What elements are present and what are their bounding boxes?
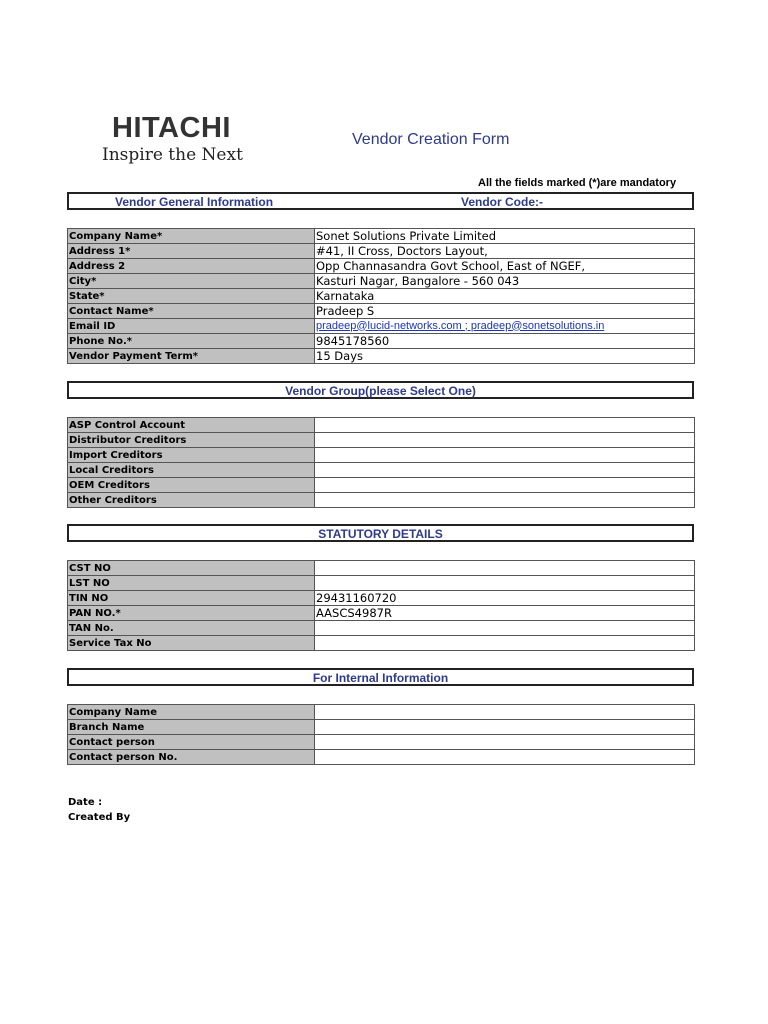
field-label: Company Name (68, 705, 315, 720)
mandatory-note: All the fields marked (*)are mandatory (478, 177, 677, 189)
field-label: Local Creditors (68, 463, 315, 478)
table-row (68, 606, 695, 621)
table-row (68, 735, 695, 750)
tan-no-field[interactable] (315, 621, 695, 636)
table-row (68, 334, 695, 349)
contact-name-field[interactable]: Pradeep S (315, 304, 695, 319)
vendor-group-table (67, 417, 695, 508)
field-label: Service Tax No (68, 636, 315, 651)
field-label: Contact person No. (68, 750, 315, 765)
table-row (68, 274, 695, 289)
table-row (68, 576, 695, 591)
field-label: City* (68, 274, 315, 289)
table-row (68, 621, 695, 636)
email-field[interactable]: pradeep@lucid-networks.com ; pradeep@sonetsolutions.in (315, 319, 695, 334)
hitachi-logo (102, 112, 292, 172)
internal-info-table (67, 704, 695, 765)
field-label: Other Creditors (68, 493, 315, 508)
table-row (68, 319, 695, 334)
oem-creditors-field[interactable] (315, 478, 695, 493)
contact-person-no-field[interactable] (315, 750, 695, 765)
table-row (68, 448, 695, 463)
field-label: LST NO (68, 576, 315, 591)
table-row (68, 720, 695, 735)
field-label: PAN NO.* (68, 606, 315, 621)
distributor-creditors-field[interactable] (315, 433, 695, 448)
table-row (68, 349, 695, 364)
table-row (68, 636, 695, 651)
cst-no-field[interactable] (315, 561, 695, 576)
field-label: Vendor Payment Term* (68, 349, 315, 364)
field-label: Contact Name* (68, 304, 315, 319)
pan-no-field[interactable]: AASCS4987R (315, 606, 695, 621)
address2-field[interactable]: Opp Channasandra Govt School, East of NGEF, (315, 259, 695, 274)
statutory-table (67, 560, 695, 651)
table-row (68, 229, 695, 244)
city-field[interactable]: Kasturi Nagar, Bangalore - 560 043 (315, 274, 695, 289)
other-creditors-field[interactable] (315, 493, 695, 508)
table-row (68, 418, 695, 433)
service-tax-no-field[interactable] (315, 636, 695, 651)
logo-brand: HITACHI (112, 112, 231, 144)
general-info-header (67, 192, 694, 210)
field-label: Phone No.* (68, 334, 315, 349)
internal-info-header (67, 668, 694, 686)
branch-name-field[interactable] (315, 720, 695, 735)
general-info-heading: Vendor General Information (115, 195, 274, 209)
table-row (68, 259, 695, 274)
field-label: State* (68, 289, 315, 304)
form-title: Vendor Creation Form (352, 131, 510, 148)
table-row (68, 433, 695, 448)
table-row (68, 478, 695, 493)
vendor-group-header (67, 381, 694, 399)
vendor-code-label: Vendor Code:- (461, 195, 544, 209)
field-label: Contact person (68, 735, 315, 750)
statutory-heading: STATUTORY DETAILS (318, 527, 443, 541)
payment-term-field[interactable]: 15 Days (315, 349, 695, 364)
table-row (68, 289, 695, 304)
asp-control-account-field[interactable] (315, 418, 695, 433)
address1-field[interactable]: #41, II Cross, Doctors Layout, (315, 244, 695, 259)
table-row (68, 493, 695, 508)
field-label: Email ID (68, 319, 315, 334)
field-label: TAN No. (68, 621, 315, 636)
local-creditors-field[interactable] (315, 463, 695, 478)
vendor-group-heading: Vendor Group(please Select One) (285, 384, 476, 398)
table-row (68, 244, 695, 259)
created-by-label: Created By (68, 812, 131, 823)
field-label: Branch Name (68, 720, 315, 735)
table-row (68, 591, 695, 606)
statutory-header (67, 524, 694, 542)
general-info-table (67, 228, 695, 364)
field-label: Address 2 (68, 259, 315, 274)
field-label: OEM Creditors (68, 478, 315, 493)
phone-field[interactable]: 9845178560 (315, 334, 695, 349)
field-label: Address 1* (68, 244, 315, 259)
logo-tagline: Inspire the Next (102, 145, 243, 165)
internal-info-heading: For Internal Information (312, 671, 449, 685)
contact-person-field[interactable] (315, 735, 695, 750)
field-label: ASP Control Account (68, 418, 315, 433)
tin-no-field[interactable]: 29431160720 (315, 591, 695, 606)
field-label: Company Name* (68, 229, 315, 244)
field-label: TIN NO (68, 591, 315, 606)
lst-no-field[interactable] (315, 576, 695, 591)
company-name-field[interactable]: Sonet Solutions Private Limited (315, 229, 695, 244)
date-label: Date : (68, 797, 103, 808)
state-field[interactable]: Karnataka (315, 289, 695, 304)
table-row (68, 561, 695, 576)
table-row (68, 463, 695, 478)
table-row (68, 304, 695, 319)
internal-company-name-field[interactable] (315, 705, 695, 720)
field-label: Import Creditors (68, 448, 315, 463)
table-row (68, 705, 695, 720)
import-creditors-field[interactable] (315, 448, 695, 463)
field-label: Distributor Creditors (68, 433, 315, 448)
table-row (68, 750, 695, 765)
field-label: CST NO (68, 561, 315, 576)
